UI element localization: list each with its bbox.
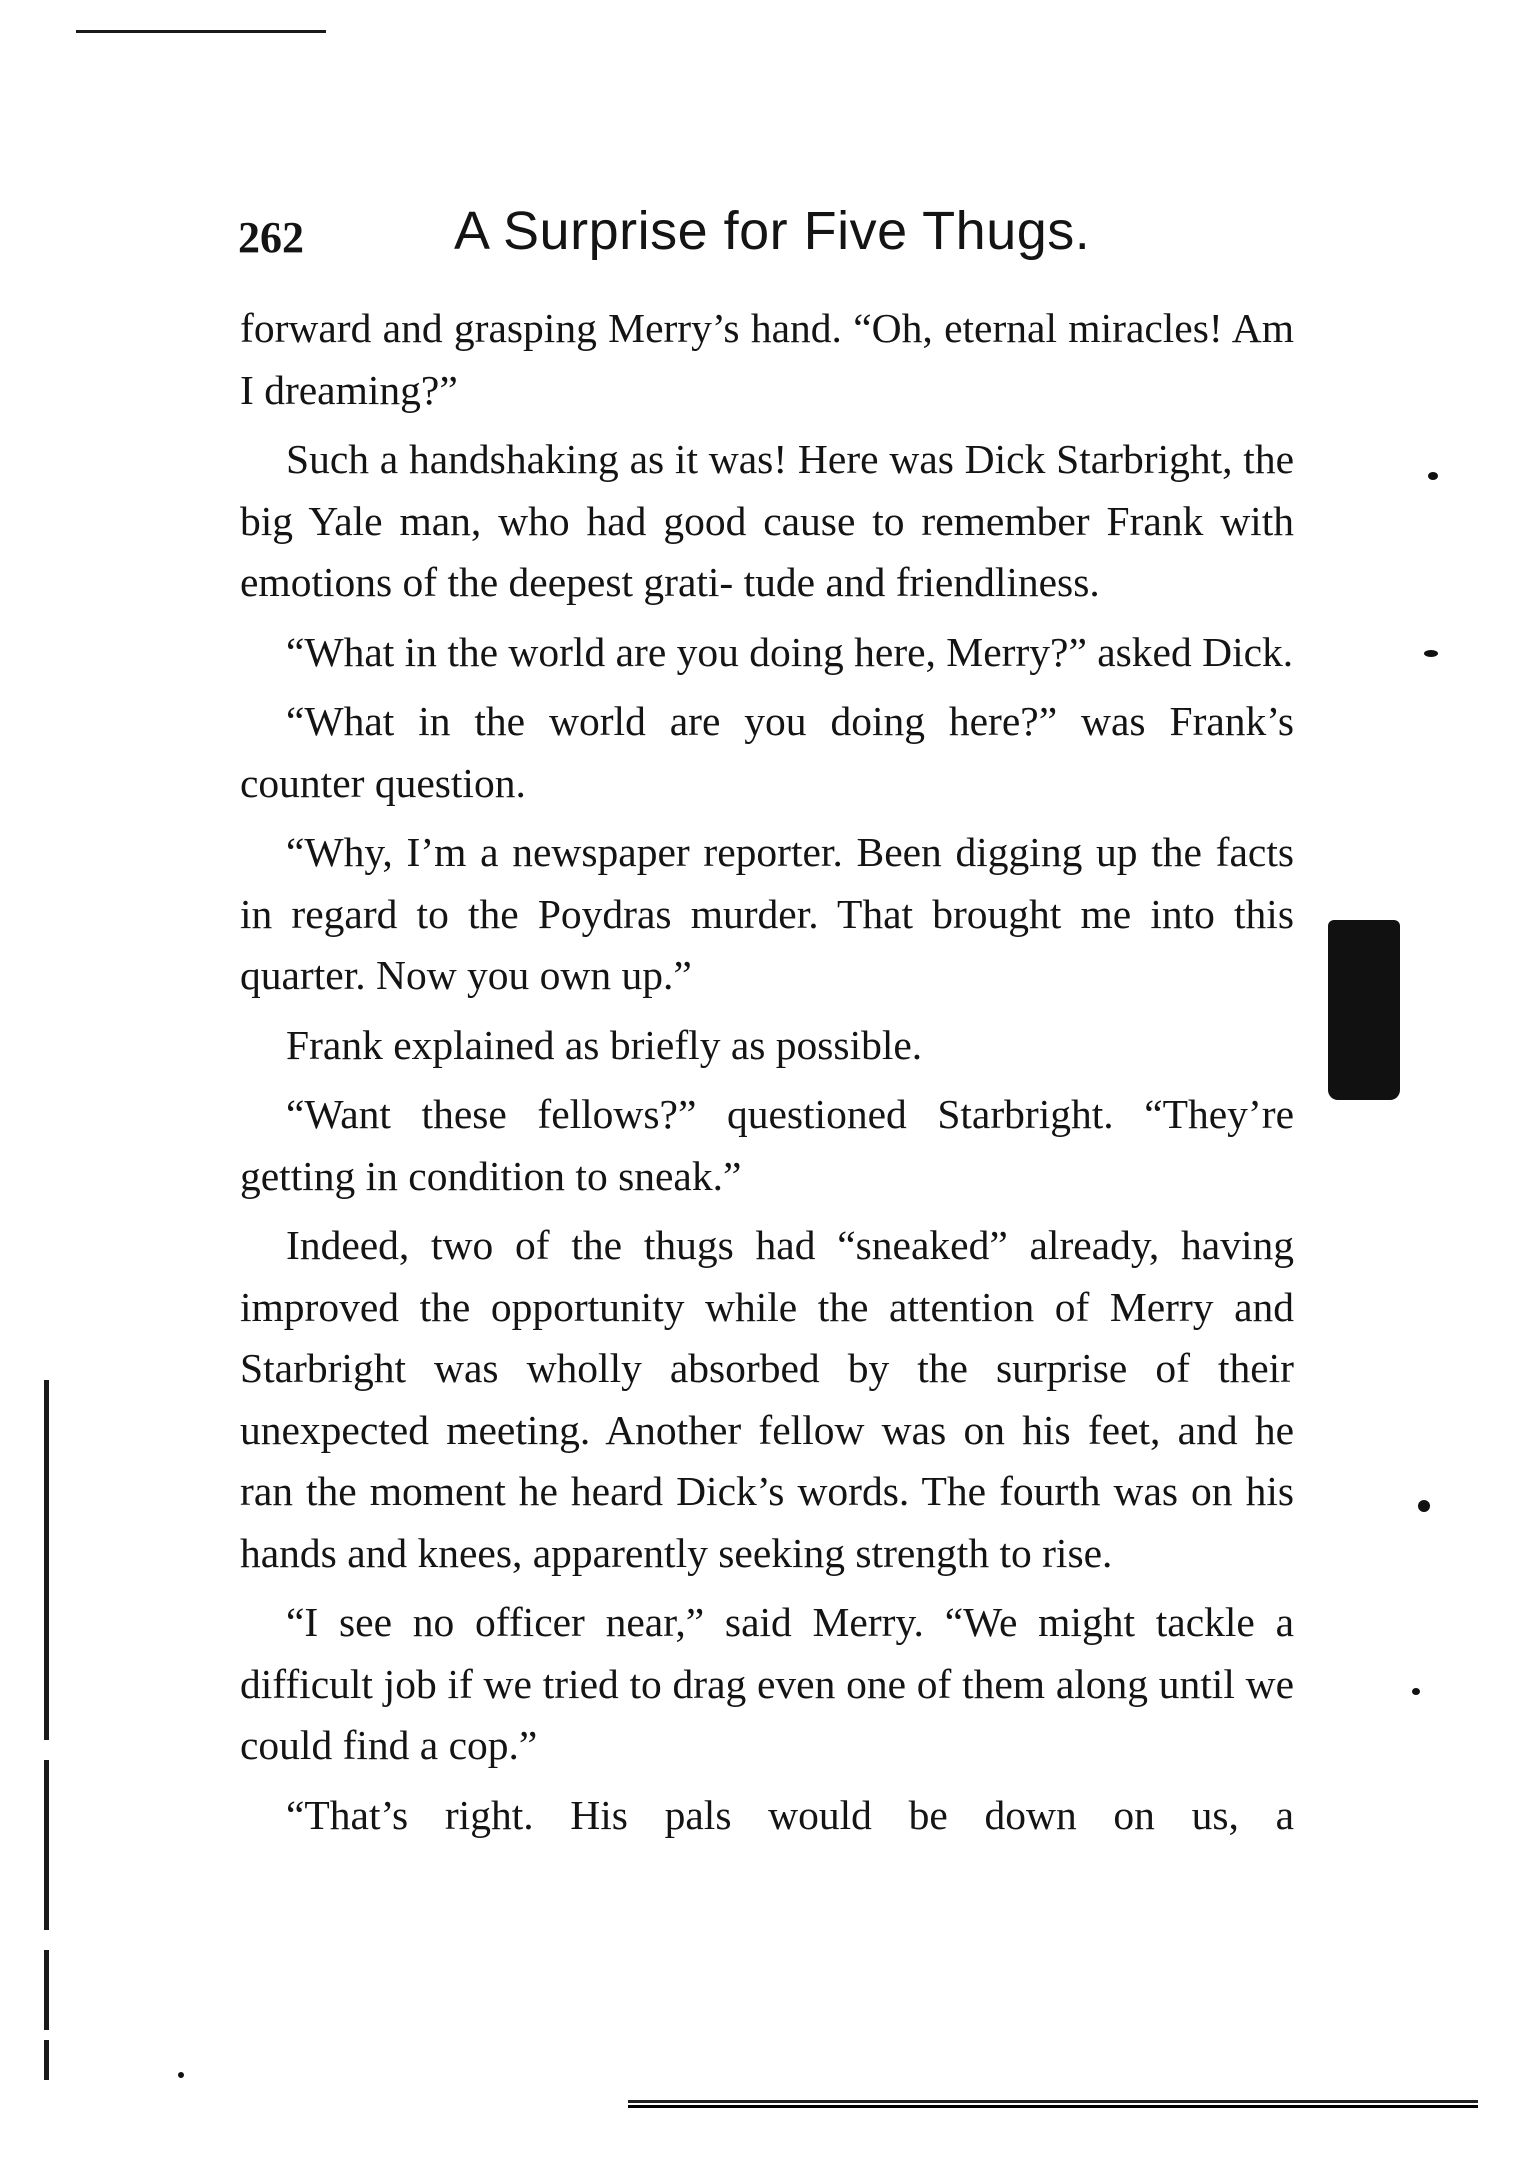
- body-text: [240, 298, 1294, 1854]
- paragraph: Such a handshaking as it was! Here was Dick Starbright, the big Yale man, who had good cause to remember Frank with emotions of the deepest grati- tude and friendliness.: [240, 436, 1294, 605]
- paragraph: Indeed, two of the thugs had “sneaked” already, having improved the opportunity while the attention of Merry and Starbright was wholly absorbed by the surprise of their unexpected meeting. Another fellow was on his feet, and he ran the moment he heard Dick’s words. The fourth was on his hands and knees, apparently seeking strength to rise.: [240, 1222, 1294, 1576]
- ink-blot: [1328, 920, 1400, 1100]
- paragraph: “Want these fellows?” questioned Starbright. “They’re getting in condition to sneak.”: [240, 1091, 1294, 1199]
- ink-speck: [1418, 1500, 1430, 1512]
- paragraph: forward and grasping Merry’s hand. “Oh, eternal miracles! Am I dreaming?”: [240, 305, 1294, 413]
- ink-speck: [1412, 1688, 1420, 1695]
- page-header: [238, 200, 1298, 280]
- paragraph: “Why, I’m a newspaper reporter. Been digging up the facts in regard to the Poydras murder. That brought me into this quarter. Now you own up.”: [240, 829, 1294, 998]
- ink-speck: [178, 2072, 184, 2078]
- margin-bar: [44, 1760, 49, 1930]
- paragraph: “That’s right. His pals would be down on us, a: [286, 1791, 1294, 1838]
- margin-bar: [44, 1380, 49, 1740]
- margin-bar: [44, 2040, 49, 2080]
- paragraph: “What in the world are you doing here?” was Frank’s counter question.: [240, 698, 1294, 806]
- page-number: 262: [238, 213, 304, 262]
- paragraph: “I see no officer near,” said Merry. “We might tackle a difficult job if we tried to drag even one of them along until we could find a cop.”: [240, 1599, 1294, 1768]
- ink-speck: [1428, 472, 1438, 480]
- running-title: A Surprise for Five Thugs.: [454, 201, 1091, 261]
- ink-speck: [1424, 650, 1438, 657]
- paragraph: “What in the world are you doing here, Merry?” asked Dick.: [286, 628, 1294, 675]
- margin-bar: [44, 1950, 49, 2030]
- bottom-rule: [628, 2100, 1478, 2108]
- paragraph: Frank explained as briefly as possible.: [286, 1021, 923, 1068]
- top-rule: [76, 30, 326, 33]
